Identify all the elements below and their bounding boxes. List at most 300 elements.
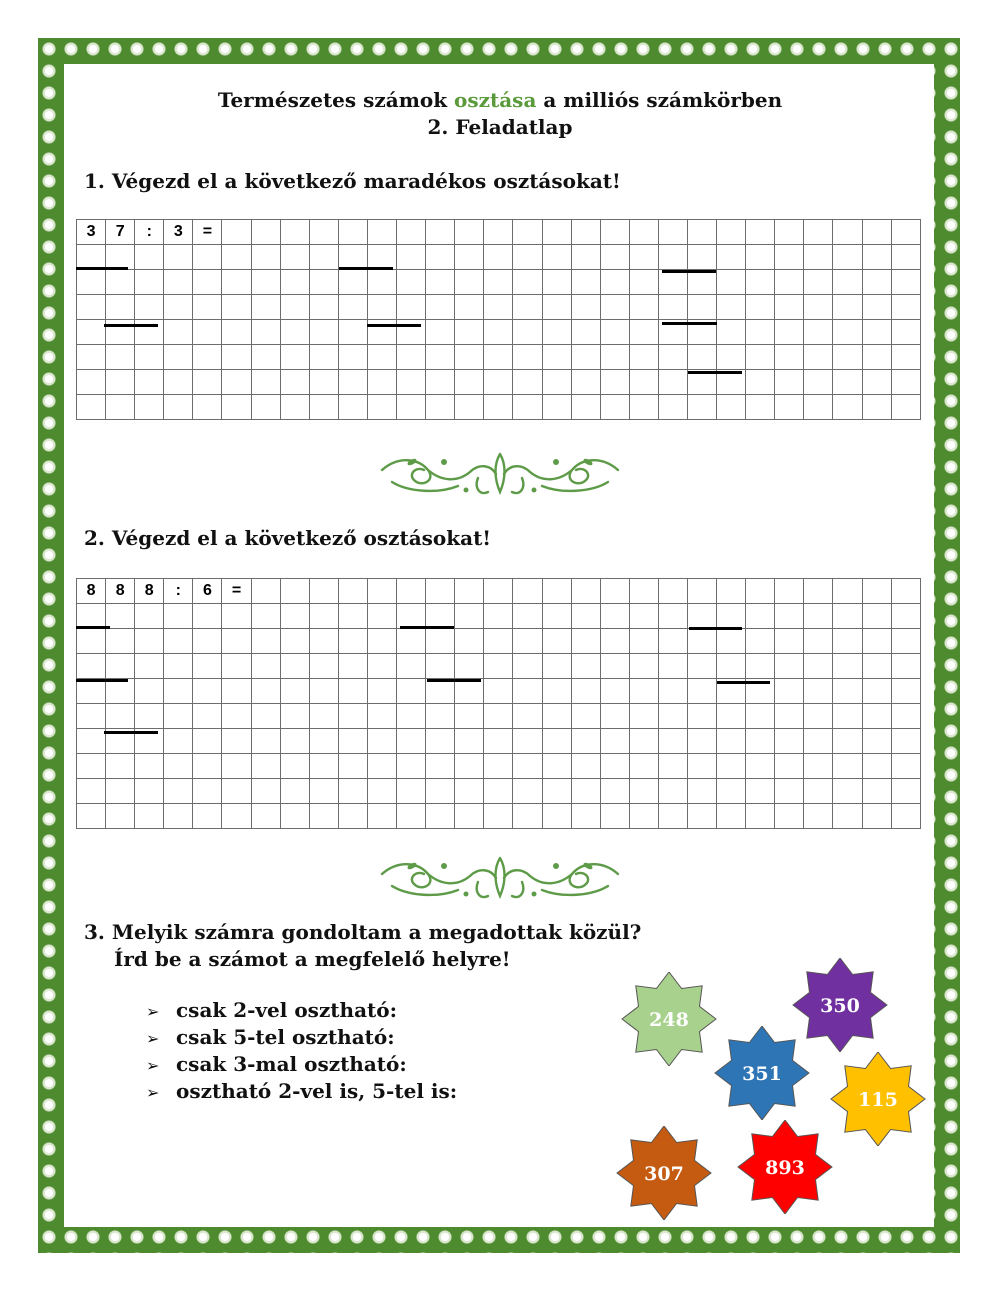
grid-cell[interactable]: [164, 654, 193, 679]
grid-cell[interactable]: [542, 320, 571, 345]
grid-cell[interactable]: [542, 270, 571, 295]
grid-cell[interactable]: [484, 270, 513, 295]
grid-cell[interactable]: [367, 579, 396, 604]
grid-cell[interactable]: [397, 270, 426, 295]
grid-cell[interactable]: [309, 320, 338, 345]
grid-cell[interactable]: [717, 654, 746, 679]
grid-cell[interactable]: [397, 295, 426, 320]
grid-cell[interactable]: [746, 395, 775, 420]
grid-cell[interactable]: [280, 345, 309, 370]
grid-cell[interactable]: [746, 754, 775, 779]
grid-cell[interactable]: [542, 604, 571, 629]
grid-cell[interactable]: [455, 779, 484, 804]
grid-cell[interactable]: [542, 245, 571, 270]
grid-cell[interactable]: [804, 679, 833, 704]
grid-cell[interactable]: [833, 679, 862, 704]
grid-cell[interactable]: [309, 295, 338, 320]
grid-cell[interactable]: [164, 270, 193, 295]
grid-cell[interactable]: [77, 679, 106, 704]
grid-cell[interactable]: [338, 779, 367, 804]
grid-cell[interactable]: [484, 245, 513, 270]
grid-cell[interactable]: [629, 779, 658, 804]
grid-cell[interactable]: [513, 754, 542, 779]
grid-cell[interactable]: [629, 220, 658, 245]
grid-cell[interactable]: [426, 295, 455, 320]
grid-cell[interactable]: [164, 345, 193, 370]
grid-cell[interactable]: [222, 320, 251, 345]
grid-cell[interactable]: [775, 604, 804, 629]
grid-cell[interactable]: [193, 245, 222, 270]
grid-cell[interactable]: [455, 295, 484, 320]
grid-cell[interactable]: [746, 370, 775, 395]
grid-cell[interactable]: [455, 704, 484, 729]
grid-cell[interactable]: [891, 270, 920, 295]
grid-cell[interactable]: [135, 654, 164, 679]
grid-cell[interactable]: [309, 704, 338, 729]
grid-cell[interactable]: [833, 245, 862, 270]
grid-cell[interactable]: [717, 729, 746, 754]
grid-cell[interactable]: [542, 220, 571, 245]
grid-cell[interactable]: [862, 345, 891, 370]
grid-cell[interactable]: [687, 654, 716, 679]
grid-cell[interactable]: [484, 320, 513, 345]
grid-cell[interactable]: [600, 754, 629, 779]
grid-cell[interactable]: [833, 754, 862, 779]
grid-cell[interactable]: [455, 245, 484, 270]
grid-cell[interactable]: [484, 629, 513, 654]
grid-cell[interactable]: [484, 704, 513, 729]
grid-cell[interactable]: [106, 245, 135, 270]
grid-cell[interactable]: [164, 320, 193, 345]
grid-cell[interactable]: =: [193, 220, 222, 245]
grid-cell[interactable]: [833, 370, 862, 395]
grid-cell[interactable]: [658, 270, 687, 295]
grid-cell[interactable]: [542, 629, 571, 654]
grid-cell[interactable]: [397, 779, 426, 804]
grid-cell[interactable]: [571, 270, 600, 295]
grid-cell[interactable]: [280, 654, 309, 679]
grid-cell[interactable]: [687, 629, 716, 654]
grid-cell[interactable]: [658, 704, 687, 729]
grid-cell[interactable]: [135, 370, 164, 395]
grid-cell[interactable]: [717, 295, 746, 320]
grid-cell[interactable]: [833, 320, 862, 345]
grid-cell[interactable]: [193, 679, 222, 704]
grid-cell[interactable]: [455, 754, 484, 779]
grid-cell[interactable]: [338, 220, 367, 245]
grid-cell[interactable]: [338, 754, 367, 779]
grid-cell[interactable]: [717, 220, 746, 245]
grid-cell[interactable]: [746, 654, 775, 679]
grid-cell[interactable]: [455, 370, 484, 395]
grid-cell[interactable]: [600, 704, 629, 729]
grid-cell[interactable]: [571, 604, 600, 629]
grid-cell[interactable]: [542, 579, 571, 604]
grid-cell[interactable]: [367, 370, 396, 395]
grid-cell[interactable]: [804, 245, 833, 270]
grid-cell[interactable]: [222, 804, 251, 829]
grid-cell[interactable]: [77, 804, 106, 829]
grid-cell[interactable]: [164, 295, 193, 320]
grid-cell[interactable]: [338, 604, 367, 629]
grid-cell[interactable]: [571, 370, 600, 395]
grid-cell[interactable]: [455, 579, 484, 604]
grid-cell[interactable]: [775, 804, 804, 829]
grid-cell[interactable]: [629, 604, 658, 629]
grid-cell[interactable]: [338, 345, 367, 370]
grid-cell[interactable]: [600, 579, 629, 604]
grid-cell[interactable]: [338, 370, 367, 395]
grid-cell[interactable]: [833, 804, 862, 829]
grid-cell[interactable]: [513, 704, 542, 729]
grid-cell[interactable]: [222, 654, 251, 679]
grid-cell[interactable]: [891, 654, 920, 679]
grid-cell[interactable]: [542, 754, 571, 779]
grid-cell[interactable]: [687, 245, 716, 270]
grid-cell[interactable]: [600, 370, 629, 395]
grid-cell[interactable]: [658, 779, 687, 804]
grid-cell[interactable]: [338, 295, 367, 320]
grid-cell[interactable]: [571, 679, 600, 704]
grid-cell[interactable]: 8: [77, 579, 106, 604]
grid-cell[interactable]: [251, 754, 280, 779]
grid-cell[interactable]: [775, 579, 804, 604]
grid-cell[interactable]: [804, 345, 833, 370]
grid-cell[interactable]: [426, 754, 455, 779]
grid-cell[interactable]: [135, 245, 164, 270]
grid-cell[interactable]: [862, 654, 891, 679]
grid-cell[interactable]: [629, 704, 658, 729]
grid-cell[interactable]: [164, 754, 193, 779]
grid-cell[interactable]: [804, 579, 833, 604]
grid-cell[interactable]: [222, 220, 251, 245]
grid-cell[interactable]: [542, 679, 571, 704]
grid-cell[interactable]: [629, 345, 658, 370]
grid-cell[interactable]: [426, 220, 455, 245]
grid-cell[interactable]: 6: [193, 579, 222, 604]
grid-cell[interactable]: [775, 370, 804, 395]
grid-cell[interactable]: [862, 779, 891, 804]
grid-cell[interactable]: [135, 604, 164, 629]
grid-cell[interactable]: [629, 804, 658, 829]
grid-cell[interactable]: [426, 320, 455, 345]
grid-cell[interactable]: [513, 395, 542, 420]
grid-cell[interactable]: [164, 245, 193, 270]
grid-cell[interactable]: [833, 345, 862, 370]
grid-cell[interactable]: [135, 779, 164, 804]
grid-cell[interactable]: [687, 604, 716, 629]
grid-cell[interactable]: [687, 804, 716, 829]
grid-cell[interactable]: [687, 579, 716, 604]
grid-cell[interactable]: [484, 729, 513, 754]
grid-cell[interactable]: :: [164, 579, 193, 604]
grid-cell[interactable]: [426, 729, 455, 754]
grid-cell[interactable]: [484, 679, 513, 704]
grid-cell[interactable]: [629, 395, 658, 420]
grid-cell[interactable]: [804, 779, 833, 804]
grid-cell[interactable]: [804, 754, 833, 779]
grid-cell[interactable]: [309, 654, 338, 679]
grid-cell[interactable]: [77, 320, 106, 345]
grid-cell[interactable]: [397, 679, 426, 704]
grid-cell[interactable]: [251, 270, 280, 295]
number-star[interactable]: [619, 972, 719, 1066]
grid-cell[interactable]: [775, 270, 804, 295]
grid-cell[interactable]: [397, 754, 426, 779]
grid-cell[interactable]: [106, 679, 135, 704]
grid-cell[interactable]: [106, 654, 135, 679]
grid-cell[interactable]: [164, 729, 193, 754]
grid-cell[interactable]: [193, 604, 222, 629]
grid-cell[interactable]: [658, 629, 687, 654]
grid-cell[interactable]: [135, 395, 164, 420]
grid-cell[interactable]: [455, 395, 484, 420]
grid-cell[interactable]: [600, 679, 629, 704]
grid-cell[interactable]: [891, 804, 920, 829]
grid-cell[interactable]: [309, 245, 338, 270]
grid-cell[interactable]: [280, 579, 309, 604]
grid-cell[interactable]: [77, 729, 106, 754]
grid-cell[interactable]: [513, 604, 542, 629]
grid-cell[interactable]: [513, 804, 542, 829]
grid-cell[interactable]: [309, 779, 338, 804]
grid-cell[interactable]: [717, 804, 746, 829]
grid-cell[interactable]: [251, 779, 280, 804]
grid-cell[interactable]: [746, 295, 775, 320]
grid-cell[interactable]: [775, 754, 804, 779]
grid-cell[interactable]: [367, 245, 396, 270]
grid-cell[interactable]: [193, 395, 222, 420]
grid-cell[interactable]: [367, 604, 396, 629]
grid-cell[interactable]: [193, 370, 222, 395]
grid-cell[interactable]: [484, 395, 513, 420]
grid-cell[interactable]: [513, 220, 542, 245]
grid-cell[interactable]: [367, 679, 396, 704]
grid-cell[interactable]: [367, 395, 396, 420]
grid-cell[interactable]: [164, 779, 193, 804]
grid-cell[interactable]: [77, 604, 106, 629]
grid-cell[interactable]: [513, 779, 542, 804]
grid-cell[interactable]: [658, 679, 687, 704]
grid-cell[interactable]: [222, 370, 251, 395]
grid-cell[interactable]: [455, 654, 484, 679]
grid-cell[interactable]: [106, 295, 135, 320]
grid-cell[interactable]: [338, 729, 367, 754]
grid-cell[interactable]: [542, 704, 571, 729]
grid-cell[interactable]: [542, 729, 571, 754]
grid-cell[interactable]: [746, 245, 775, 270]
grid-cell[interactable]: [891, 245, 920, 270]
grid-cell[interactable]: [891, 679, 920, 704]
grid-cell[interactable]: [193, 779, 222, 804]
grid-cell[interactable]: [891, 370, 920, 395]
grid-cell[interactable]: [455, 345, 484, 370]
grid-cell[interactable]: [106, 629, 135, 654]
grid-cell[interactable]: [309, 345, 338, 370]
grid-cell[interactable]: [600, 779, 629, 804]
grid-cell[interactable]: [280, 270, 309, 295]
number-star[interactable]: [828, 1052, 928, 1146]
grid-cell[interactable]: [193, 345, 222, 370]
grid-cell[interactable]: [367, 754, 396, 779]
grid-cell[interactable]: [833, 579, 862, 604]
grid-cell[interactable]: [251, 579, 280, 604]
grid-cell[interactable]: [513, 320, 542, 345]
grid-cell[interactable]: [862, 704, 891, 729]
grid-cell[interactable]: [658, 395, 687, 420]
grid-cell[interactable]: [397, 345, 426, 370]
grid-cell[interactable]: [862, 754, 891, 779]
grid-cell[interactable]: [513, 345, 542, 370]
grid-cell[interactable]: [571, 579, 600, 604]
grid-cell[interactable]: [77, 779, 106, 804]
grid-cell[interactable]: [193, 320, 222, 345]
grid-cell[interactable]: [891, 295, 920, 320]
grid-cell[interactable]: [746, 320, 775, 345]
grid-cell[interactable]: [687, 270, 716, 295]
grid-cell[interactable]: [280, 704, 309, 729]
grid-cell[interactable]: [804, 270, 833, 295]
grid-cell[interactable]: [571, 345, 600, 370]
grid-cell[interactable]: [862, 629, 891, 654]
grid-cell[interactable]: [164, 704, 193, 729]
grid-cell[interactable]: [251, 370, 280, 395]
grid-cell[interactable]: [600, 395, 629, 420]
grid-cell[interactable]: [77, 704, 106, 729]
grid-cell[interactable]: [251, 804, 280, 829]
grid-cell[interactable]: [193, 729, 222, 754]
grid-cell[interactable]: [426, 779, 455, 804]
grid-cell[interactable]: [862, 320, 891, 345]
grid-cell[interactable]: [600, 604, 629, 629]
grid-cell[interactable]: [280, 804, 309, 829]
grid-cell[interactable]: [804, 220, 833, 245]
grid-cell[interactable]: [542, 370, 571, 395]
grid-cell[interactable]: [746, 220, 775, 245]
grid-cell[interactable]: [775, 679, 804, 704]
grid-cell[interactable]: [658, 729, 687, 754]
grid-cell[interactable]: [833, 270, 862, 295]
grid-cell[interactable]: [542, 395, 571, 420]
grid-cell[interactable]: [600, 320, 629, 345]
grid-cell[interactable]: [484, 579, 513, 604]
grid-cell[interactable]: [600, 654, 629, 679]
grid-cell[interactable]: [804, 604, 833, 629]
grid-cell[interactable]: [542, 779, 571, 804]
grid-cell[interactable]: [222, 604, 251, 629]
grid-cell[interactable]: [426, 245, 455, 270]
grid-cell[interactable]: [833, 395, 862, 420]
grid-cell[interactable]: :: [135, 220, 164, 245]
grid-cell[interactable]: [542, 295, 571, 320]
grid-cell[interactable]: [222, 754, 251, 779]
grid-cell[interactable]: [717, 345, 746, 370]
grid-cell[interactable]: [338, 245, 367, 270]
grid-cell[interactable]: [862, 220, 891, 245]
grid-cell[interactable]: [222, 779, 251, 804]
grid-cell[interactable]: [106, 779, 135, 804]
grid-cell[interactable]: [804, 729, 833, 754]
grid-cell[interactable]: [338, 704, 367, 729]
grid-cell[interactable]: [426, 629, 455, 654]
grid-cell[interactable]: [775, 779, 804, 804]
grid-cell[interactable]: [775, 629, 804, 654]
grid-cell[interactable]: [891, 629, 920, 654]
grid-cell[interactable]: [397, 220, 426, 245]
grid-cell[interactable]: [222, 395, 251, 420]
grid-cell[interactable]: [542, 804, 571, 829]
grid-cell[interactable]: [629, 245, 658, 270]
grid-cell[interactable]: [251, 629, 280, 654]
grid-cell[interactable]: [746, 804, 775, 829]
grid-cell[interactable]: [367, 220, 396, 245]
grid-cell[interactable]: [658, 295, 687, 320]
grid-cell[interactable]: [484, 604, 513, 629]
grid-cell[interactable]: [804, 320, 833, 345]
grid-cell[interactable]: [629, 629, 658, 654]
grid-cell[interactable]: [513, 245, 542, 270]
grid-cell[interactable]: [658, 345, 687, 370]
grid-cell[interactable]: [309, 754, 338, 779]
grid-cell[interactable]: [455, 804, 484, 829]
grid-cell[interactable]: [513, 270, 542, 295]
grid-cell[interactable]: [571, 395, 600, 420]
grid-cell[interactable]: [455, 679, 484, 704]
grid-cell[interactable]: [804, 395, 833, 420]
grid-cell[interactable]: [804, 295, 833, 320]
grid-cell[interactable]: [280, 679, 309, 704]
grid-cell[interactable]: [222, 729, 251, 754]
grid-cell[interactable]: [571, 729, 600, 754]
grid-cell[interactable]: [804, 629, 833, 654]
grid-cell[interactable]: [687, 704, 716, 729]
grid-cell[interactable]: [600, 729, 629, 754]
grid-cell[interactable]: [891, 729, 920, 754]
grid-cell[interactable]: [891, 345, 920, 370]
grid-cell[interactable]: [77, 370, 106, 395]
grid-cell[interactable]: [484, 754, 513, 779]
grid-cell[interactable]: [455, 729, 484, 754]
grid-cell[interactable]: [775, 345, 804, 370]
grid-cell[interactable]: [309, 804, 338, 829]
grid-cell[interactable]: [135, 345, 164, 370]
grid-cell[interactable]: [455, 629, 484, 654]
grid-cell[interactable]: [280, 370, 309, 395]
grid-cell[interactable]: [833, 604, 862, 629]
grid-cell[interactable]: [717, 320, 746, 345]
grid-cell[interactable]: [280, 754, 309, 779]
grid-cell[interactable]: [426, 679, 455, 704]
grid-cell[interactable]: [513, 629, 542, 654]
grid-cell[interactable]: [309, 729, 338, 754]
grid-cell[interactable]: [862, 604, 891, 629]
grid-cell[interactable]: 8: [106, 579, 135, 604]
grid-cell[interactable]: [746, 579, 775, 604]
grid-cell[interactable]: [309, 270, 338, 295]
grid-cell[interactable]: [222, 345, 251, 370]
grid-cell[interactable]: [397, 629, 426, 654]
grid-cell[interactable]: [77, 629, 106, 654]
grid-cell[interactable]: [106, 604, 135, 629]
grid-cell[interactable]: [397, 704, 426, 729]
grid-cell[interactable]: [891, 754, 920, 779]
grid-cell[interactable]: [484, 220, 513, 245]
grid-cell[interactable]: =: [222, 579, 251, 604]
grid-cell[interactable]: [862, 679, 891, 704]
grid-cell[interactable]: [891, 220, 920, 245]
grid-cell[interactable]: [338, 654, 367, 679]
grid-cell[interactable]: [426, 704, 455, 729]
